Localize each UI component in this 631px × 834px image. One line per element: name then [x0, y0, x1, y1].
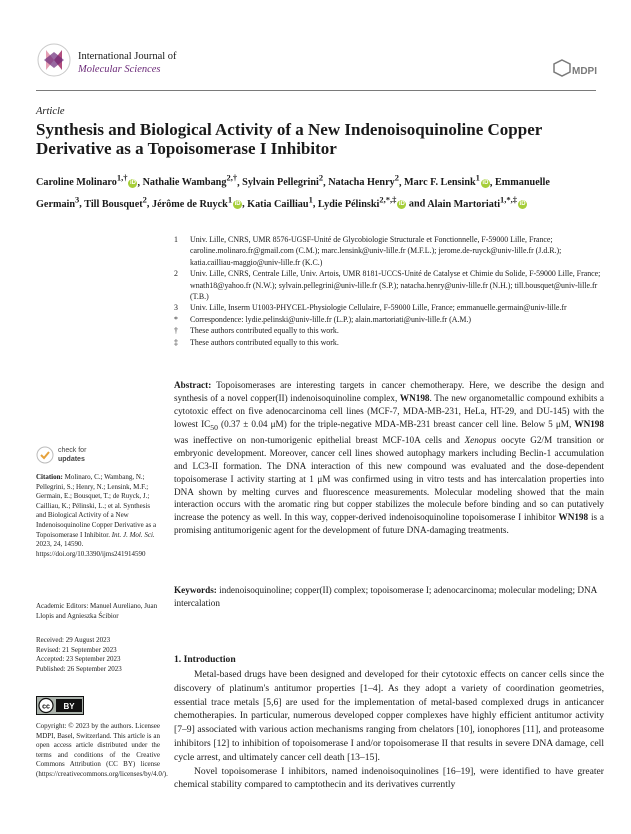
orcid-icon: iD	[234, 200, 241, 207]
orcid-icon: iD	[398, 200, 405, 207]
equal-contribution-note: ‡ These authors contributed equally to this work.	[174, 337, 339, 347]
author[interactable]: Marc F. Lensink$^1$ iD	[404, 173, 489, 189]
svg-text:BY: BY	[63, 702, 75, 711]
orcid-icon: iD	[519, 200, 526, 207]
abstract-label: Abstract:	[174, 380, 212, 390]
publisher-name: MDPI	[572, 66, 597, 77]
svg-text:cc: cc	[42, 703, 50, 711]
author[interactable]: Katia Cailliau$^1$	[247, 194, 313, 210]
abstract: Abstract: Topoisomerases are interesting targets in cancer chemotherapy. Here, we describe the design and synthesis of a novel copper(II) indenoisoquinoline complex, WN198. The new organometallic compound exhibits a cytotoxic effect on five adenocarcinoma cell lines (MCF-7, MDA-MB-231, HeLa, HT-29, and DU-145) with the lowest $IC_{50}$ (0.37 ± 0.04 μM) for the triple-negative MDA-MB-231 breast cancer cell line. Below 5 μM, WN198 was ineffective on non-tumorigenic epithelial breast MCF-10A cells and Xenopus oocyte G2/M transition or embryonic development. Moreover, cancer cell lines showed autophagy markers including Beclin-1 accumulation and LC3-II formation. The DNA interaction of this new compound was evaluated and the dose-dependent topoisomerase I activity starting at 1 μM was confirmed using in vitro tests and has intercalation properties into DNA shown by melting curves and fluorescence measurements. Molecular modeling showed that the main interaction occurs with the aromatic ring but copper stabilizes the molecule before binding and so can putatively increase the potency as well. In this way, copper-derived indenoisoquinoline topoisomerase I inhibitor WN198 is a promising antitumorigenic agent for the development of future DNA-damaging treatments.	[174, 380, 604, 536]
citation: Citation: Molinaro, C.; Wambang, N.; Pellegrini, S.; Henry, N.; Lensink, M.F.; Germain, E.; Bousquet, T.; de Ruyck, J.; Cailliau, K.; Pélinski, L.; et al. Synthesis and Biological Activity of a New Indenoisoquinoline Copper Derivative as a Topoisomerase I Inhibitor. Int. J. Mol. Sci. 2023, 24, 14590. https://doi.org/10.3390/ijms241914590	[36, 473, 157, 558]
keywords-text: indenoisoquinoline; copper(II) complex; topoisomerase I; adenocarcinoma; molecular modeling; DNA intercalation	[174, 585, 597, 608]
affiliation: 2 Univ. Lille, CNRS, Centrale Lille, Univ. Artois, UMR 8181-UCCS-Unité de Catalyse et Chimie du Solide, F-59000 Lille, France; wnath18@yahoo.fr (N.W.); sylvain.pellegrini@univ-lille.fr (S.P.); natacha.henry@univ-lille.fr (N.H.); till.bousquet@univ-lille.fr (T.B.)	[174, 269, 601, 302]
mdpi-logo-icon	[548, 58, 597, 80]
affiliation: 1 Univ. Lille, CNRS, UMR 8576-UGSF-Unité de Glycobiologie Structurale et Fonctionnelle, F-59000 Lille, France; caroline.molinaro.fr@gmail.com (C.M.); marc.lensink@univ-lille.fr (M.F.L.); jerome.de-ruyck@univ-lille.fr (J.d.R.); katia.cailliau-maggio@univ-lille.fr (K.C.)	[174, 235, 562, 267]
check-for-updates-icon	[36, 446, 54, 464]
copyright-notice: Copyright: © 2023 by the authors. Licensee MDPI, Basel, Switzerland. This article is an open access article distributed under the terms and conditions of the Creative Commons Attribution (CC BY) license (https://creativecommons.org/licenses/by/4.0/).	[36, 722, 168, 778]
keywords	[174, 584, 604, 610]
author[interactable]: Alain Martoriati$^{1,*,\ddagger}$ iD	[427, 194, 526, 210]
paragraph: Novel topoisomerase I inhibitors, named indenoisoquinolines [16–19], were identified to have greater chemical stability compared to camptothecin and its derivatives currently	[174, 765, 604, 791]
journal-logo-icon	[36, 42, 72, 78]
keywords-label: Keywords:	[174, 585, 217, 595]
cc-by-license-icon	[36, 696, 84, 715]
author[interactable]: Lydie Pélinski$^{2,*,\ddagger}$ iD	[317, 194, 405, 210]
author[interactable]: Caroline Molinaro$^{1,\dagger}$ iD	[36, 173, 136, 189]
affiliation: 3 Univ. Lille, Inserm U1003-PHYCEL-Physiologie Cellulaire, F-59000 Lille, France; emmanuelle.germain@univ-lille.fr	[174, 303, 567, 313]
author-list: Caroline Molinaro$^{1,\dagger}$ iD , Nathalie Wambang$^{2,\dagger}$, Sylvain Pellegrini$^2$, Natacha Henry$^2$, Marc F. Lensink$^1$ iD , Emmanuelle Germain$^3$, Till Bousquet$^2$, Jérôme de Ruyck$^1$ iD , Katia Cailliau$^1$, Lydie Pélinski$^{2,*,\ddagger}$ iD and Alain Martoriati$^{1,*,\ddagger}$ iD	[36, 173, 550, 210]
section-heading: 1. Introduction	[174, 654, 236, 665]
author[interactable]: Nathalie Wambang$^{2,\dagger}$	[142, 173, 238, 189]
paragraph: Metal-based drugs have been designed and developed for their cytotoxic effects on cancer cells since the discovery of platinum's antitumor properties [1–4]. As they adopt a variety of coordination geometries, essential trace metals [5,6] are used for the implementation of metal-based complexed drugs in anticancer chemotherapies. In particular, numerous developed copper complexes have highly efficient antitumor activity [7–9] associated with various action mechanisms ranging from chelators [10], ionophores [11], and proteasome inhibitors [12] to inhibition of topoisomerase I and/or topoisomerase II that results in severe DNA damage, cell cycle arrest, and ultimately cancer cell death [13–15].	[174, 669, 604, 763]
publication-dates: Received: 29 August 2023 Revised: 21 September 2023 Accepted: 23 September 2023 Published: 26 September 2023	[36, 636, 122, 673]
author[interactable]: Natacha Henry$^2$	[328, 173, 399, 189]
journal-name	[78, 50, 177, 76]
header-rule	[36, 90, 596, 91]
affiliations	[174, 234, 604, 348]
introduction-text	[174, 668, 604, 792]
author[interactable]: Till Bousquet$^2$	[84, 194, 147, 210]
journal-name-line2: Molecular Sciences	[78, 64, 161, 75]
orcid-icon: iD	[482, 179, 489, 186]
check-for-updates-button[interactable]: check for updates	[36, 444, 116, 470]
equal-contribution-note: † These authors contributed equally to this work.	[174, 326, 339, 336]
article-title: Synthesis and Biological Activity of a New Indenoisoquinoline Copper Derivative as a Topoisomerase I Inhibitor	[36, 120, 542, 158]
author[interactable]: Sylvain Pellegrini$^2$	[242, 173, 324, 189]
article-type: Article	[36, 106, 65, 117]
author[interactable]: Emmanuelle Germain$^3$	[36, 177, 550, 210]
academic-editors: Academic Editors: Manuel Aureliano, Juan Llopis and Agnieszka Ścibior	[36, 602, 158, 620]
correspondence: * Correspondence: lydie.pelinski@univ-lille.fr (L.P.); alain.martoriati@univ-lille.fr (A.M.)	[174, 314, 471, 324]
orcid-icon: iD	[129, 179, 136, 186]
author[interactable]: Jérôme de Ruyck$^1$ iD	[151, 194, 241, 210]
journal-name-line1: International Journal of	[78, 51, 177, 62]
